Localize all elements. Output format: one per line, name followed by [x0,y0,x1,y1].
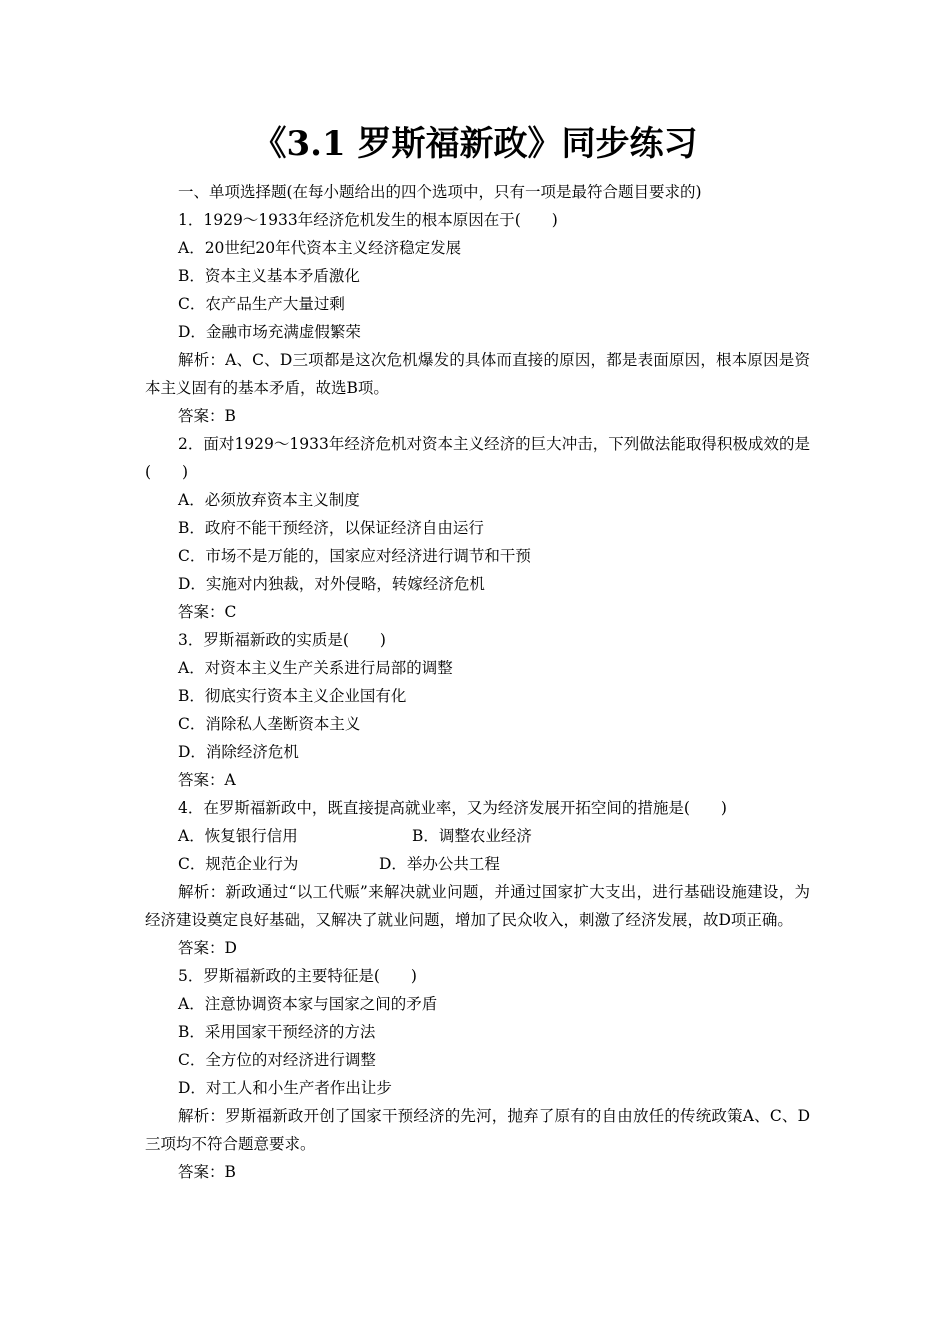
question-3-option-a: A．对资本主义生产关系进行局部的调整 [178,659,453,677]
question-5-option-b: B．采用国家干预经济的方法 [178,1023,376,1041]
question-1-stem: 1．1929～1933年经济危机发生的根本原因在于( ) [178,211,558,229]
question-5-option-d: D．对工人和小生产者作出让步 [178,1079,392,1097]
section-heading: 一、单项选择题(在每小题给出的四个选项中，只有一项是最符合题目要求的) [178,183,702,201]
question-5-analysis: 解析：罗斯福新政开创了国家干预经济的先河，抛弃了原有的自由放任的传统政策A、C、D三项均不符合题意要求。 [145,1107,810,1153]
question-5-option-a: A．注意协调资本家与国家之间的矛盾 [178,995,438,1013]
question-5-stem: 5．罗斯福新政的主要特征是( ) [178,967,417,985]
question-3-option-d: D．消除经济危机 [178,743,299,761]
question-2-stem: 2．面对1929～1933年经济危机对资本主义经济的巨大冲击，下列做法能取得积极成效的是( ) [145,435,810,481]
question-1-option-d: D．金融市场充满虚假繁荣 [178,323,361,341]
question-4-option-d: D．举办公共工程 [379,855,500,873]
question-4-option-c: C．规范企业行为 [178,855,299,873]
question-4-answer: 答案：D [178,939,237,957]
question-3-answer: 答案：A [178,771,236,789]
document-title: 《3.1 罗斯福新政》同步练习 [252,124,698,164]
document-body [145,178,810,1186]
question-1-option-b: B．资本主义基本矛盾激化 [178,267,360,285]
question-3-option-c: C．消除私人垄断资本主义 [178,715,361,733]
question-4-analysis: 解析：新政通过“以工代赈”来解决就业问题，并通过国家扩大支出，进行基础设施建设，为经济建设奠定良好基础，又解决了就业问题，增加了民众收入，刺激了经济发展，故D项正确。 [145,883,810,929]
question-1-option-a: A．20世纪20年代资本主义经济稳定发展 [178,239,462,257]
question-2-option-a: A．必须放弃资本主义制度 [178,491,360,509]
question-2-answer: 答案：C [178,603,237,621]
question-5-option-c: C．全方位的对经济进行调整 [178,1051,376,1069]
question-3-option-b: B．彻底实行资本主义企业国有化 [178,687,407,705]
question-2-option-b: B．政府不能干预经济，以保证经济自由运行 [178,519,484,537]
question-4-option-a: A．恢复银行信用 [178,827,298,845]
question-2-option-d: D．实施对内独裁，对外侵略，转嫁经济危机 [178,575,485,593]
question-1-answer: 答案：B [178,407,236,425]
question-4-stem: 4．在罗斯福新政中，既直接提高就业率，又为经济发展开拓空间的措施是( ) [178,799,727,817]
question-4-options-row-1 [145,822,810,850]
question-3-stem: 3．罗斯福新政的实质是( ) [178,631,386,649]
question-4-options-row-2 [145,850,810,878]
question-1-option-c: C．农产品生产大量过剩 [178,295,345,313]
question-5-answer: 答案：B [178,1163,236,1181]
question-4-option-b: B．调整农业经济 [412,827,532,845]
question-2-option-c: C．市场不是万能的，国家应对经济进行调节和干预 [178,547,531,565]
question-1-analysis: 解析：A、C、D三项都是这次危机爆发的具体而直接的原因，都是表面原因，根本原因是资本主义固有的基本矛盾，故选B项。 [145,351,810,397]
